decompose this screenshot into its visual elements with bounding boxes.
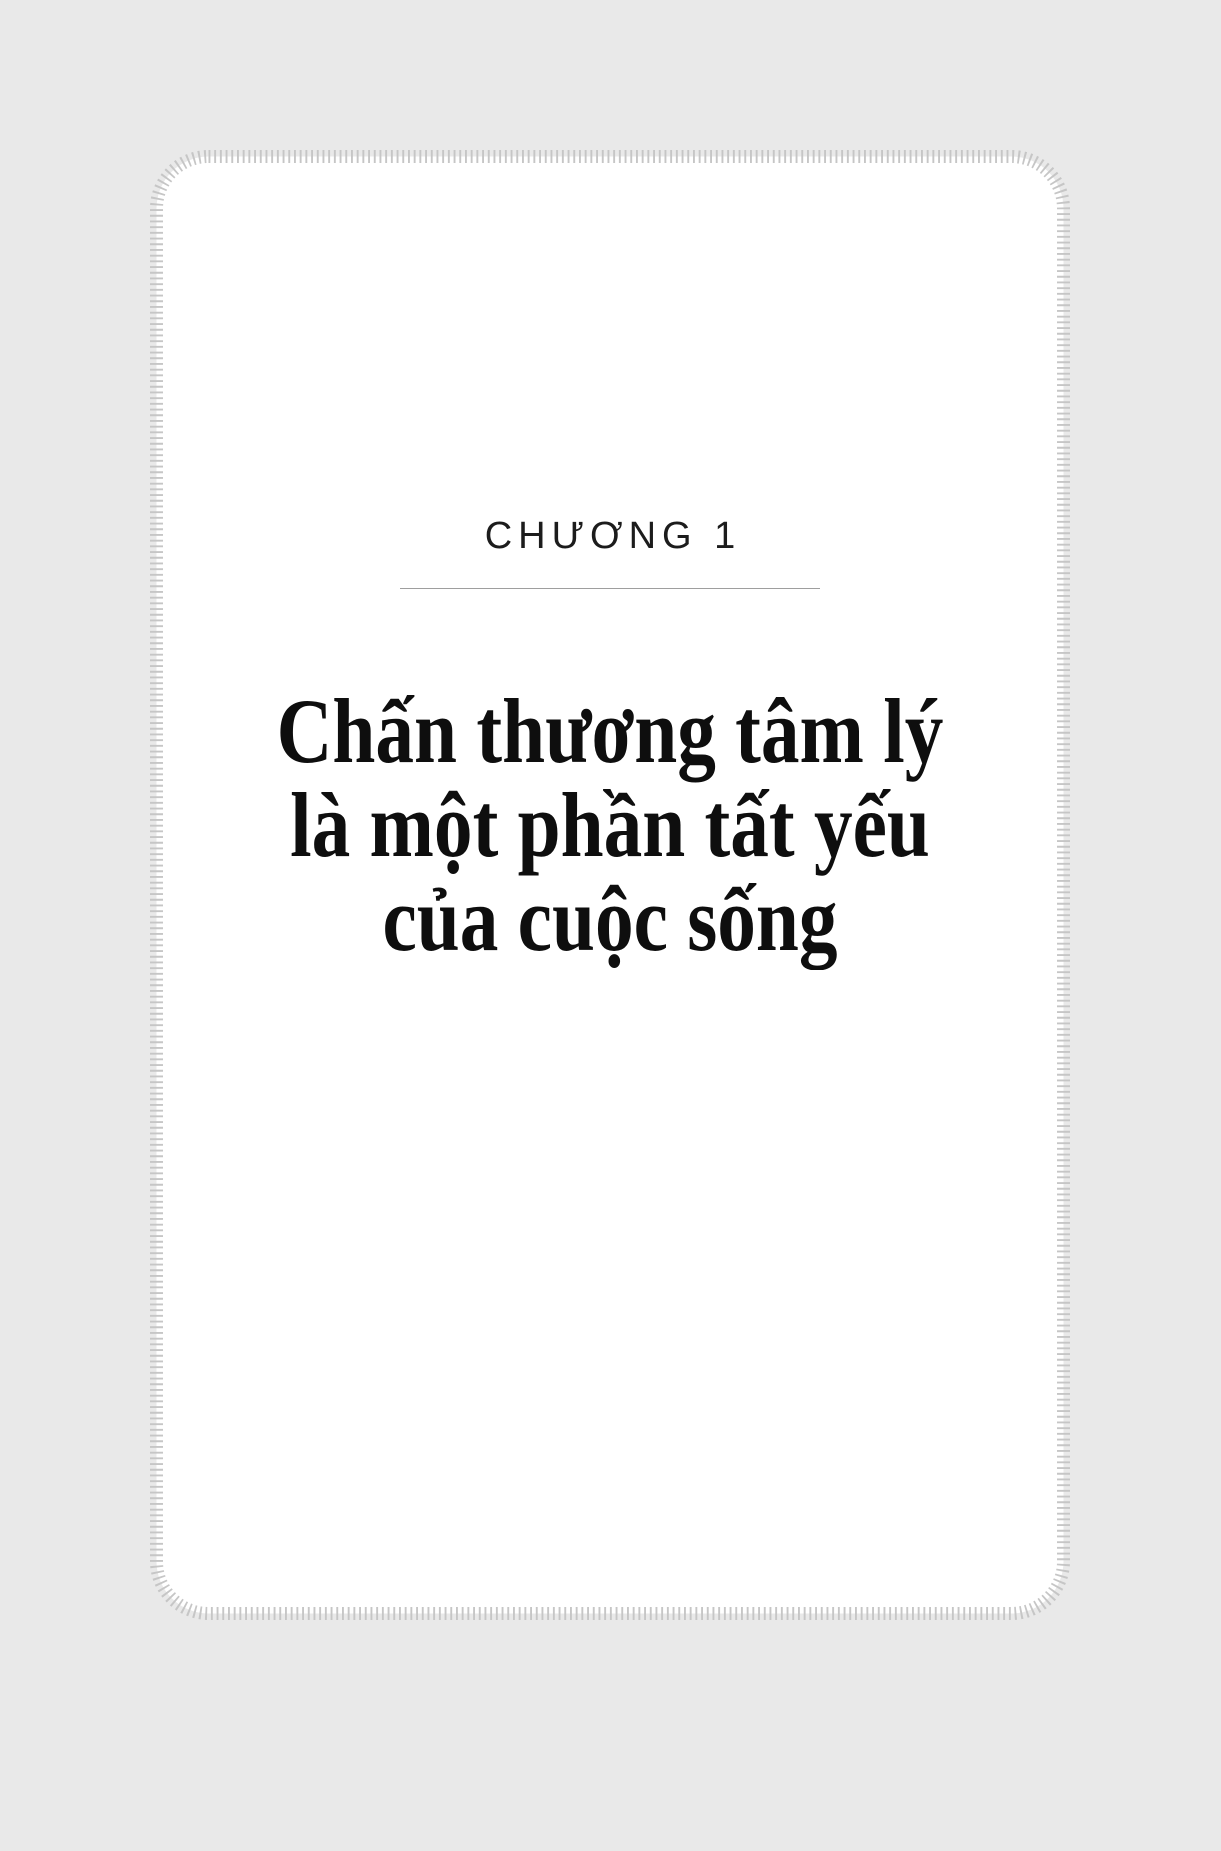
- chapter-title: [224, 680, 997, 970]
- chapter-title-line-1: Chấn thương tâm lý: [276, 680, 944, 782]
- chapter-divider-line: [400, 588, 820, 589]
- chapter-label: CHƯƠNG 1: [484, 515, 742, 557]
- chapter-title-line-3: của cuộc sống: [382, 868, 838, 970]
- chapter-card: [150, 150, 1070, 1620]
- chapter-title-line-2: là một phần tất yếu: [290, 774, 930, 876]
